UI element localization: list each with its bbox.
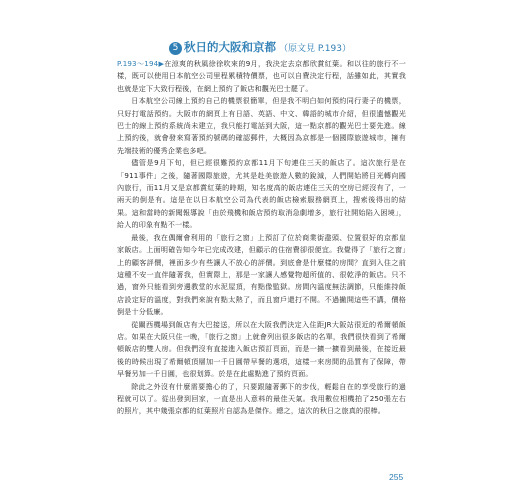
paragraph: 儘管是9月下旬，但已經很難預約京都11月下旬連住三天的飯店了。這次旅行是在「911事件」之後，隨著國際旅遊，尤其是赴美旅遊人數的銳減，人們開始將目光轉向國內旅行，而11月又是京都賞紅葉的時期，知名度高的飯店連住三天的空房已經沒有了，一兩天的倒是有。這是在以日本航空公司為代表的飯店檢索服務網頁上，搜索後得出的結果。這和當時的新聞報導說「由於飛機和飯店預約取消急劇增多，旅行社開始陷入困境」，給人的印象有點不一樣。 — [117, 158, 406, 230]
paragraph — [117, 58, 406, 95]
page-range-marker: P.193〜194▶ — [117, 59, 165, 68]
article-body — [117, 58, 406, 418]
section-number-badge: 5 — [169, 42, 182, 55]
page-number: 255 — [389, 472, 404, 482]
paragraph-text: 在涼爽的秋風徐徐吹來的9月，我決定去京都欣賞紅葉。和以往的旅行不一樣，既可以使用日本航空公司里程累積特價票，也可以自費決定行程，話雖如此，其實我也就是定下大致行程後，在網上預約了飯店和觀光巴士罷了。 — [117, 59, 406, 93]
paragraph: 最後，我在偶爾會利用的「旅行之窗」上預訂了位於商業街盡頭、位置很好的京都皇家飯店。上面明確告知今年已完成改建，但顧示的住宿費卻很便宜。我覺得了「旅行之窗」上的顧客評價，裡面多少有些讓人不放心的評價。到底會是什麼樣的房間？直到入住之前這種不安一直伴隨著我，但實際上，那是一家讓人感覺物超所值的、很乾淨的飯店。只不過，窗外只能看到旁邊教堂的水泥屋頂，有點像監獄。房間內溫度無法調節，只能維持飯店設定好的溫度，對我們來說有點太熱了，而且窗戶還打不開。不過撇開這些不講，價格倒是十分低廉。 — [117, 232, 406, 317]
paragraph: 從關西機場到飯店有大巴接送，所以在大阪我們決定入住距JR大阪站很近的希爾頓飯店。如果在大阪只住一晚，「旅行之窗」上就會列出很多飯店的名單，我們很快看到了希爾頓飯店的雙人房。但我們沒有直接進入飯店預訂頁面，而是一擴一擴看到最後，在接近最後的時候出現了希爾頓頂層加一千日圓帶早餐的選項，這樣一來房間的品質有了保障，帶早餐另加一千日圓，也很划算。於是在此處點進了預約頁面。 — [117, 319, 406, 379]
paragraph: 日本航空公司線上預約自己的機票很簡單，但是我不明白如何預約同行妻子的機票，只好打電話預約。大阪市的網頁上有日語、英語、中文、韓語的城市介紹，但很遺憾觀光巴士的線上預約系統尚未建立，我只能打電話到大阪，這一點京都的觀光巴士要先進。線上預約後，就會發來寫著預約號碼的確認郵件，大概因為京都是一個國際旅遊城市，擁有先端技術的優秀企業也多吧。 — [117, 96, 406, 155]
section-header — [0, 36, 520, 55]
section-title: 秋日的大阪和京都 — [184, 40, 277, 54]
source-page-reference: （原文見 P.193） — [279, 44, 351, 54]
paragraph: 除此之外沒有什麼需要擔心的了，只要跟隨著郵下的步伐，輕鬆自在的享受旅行的過程就可以了。從出發到回家，一直是出人意料的最佳天氣。我用數位相機拍了250張左右的照片，其中幾張京都的紅葉照片自認為是傑作。總之，這次的秋日之旅真的很棒。 — [117, 381, 406, 416]
